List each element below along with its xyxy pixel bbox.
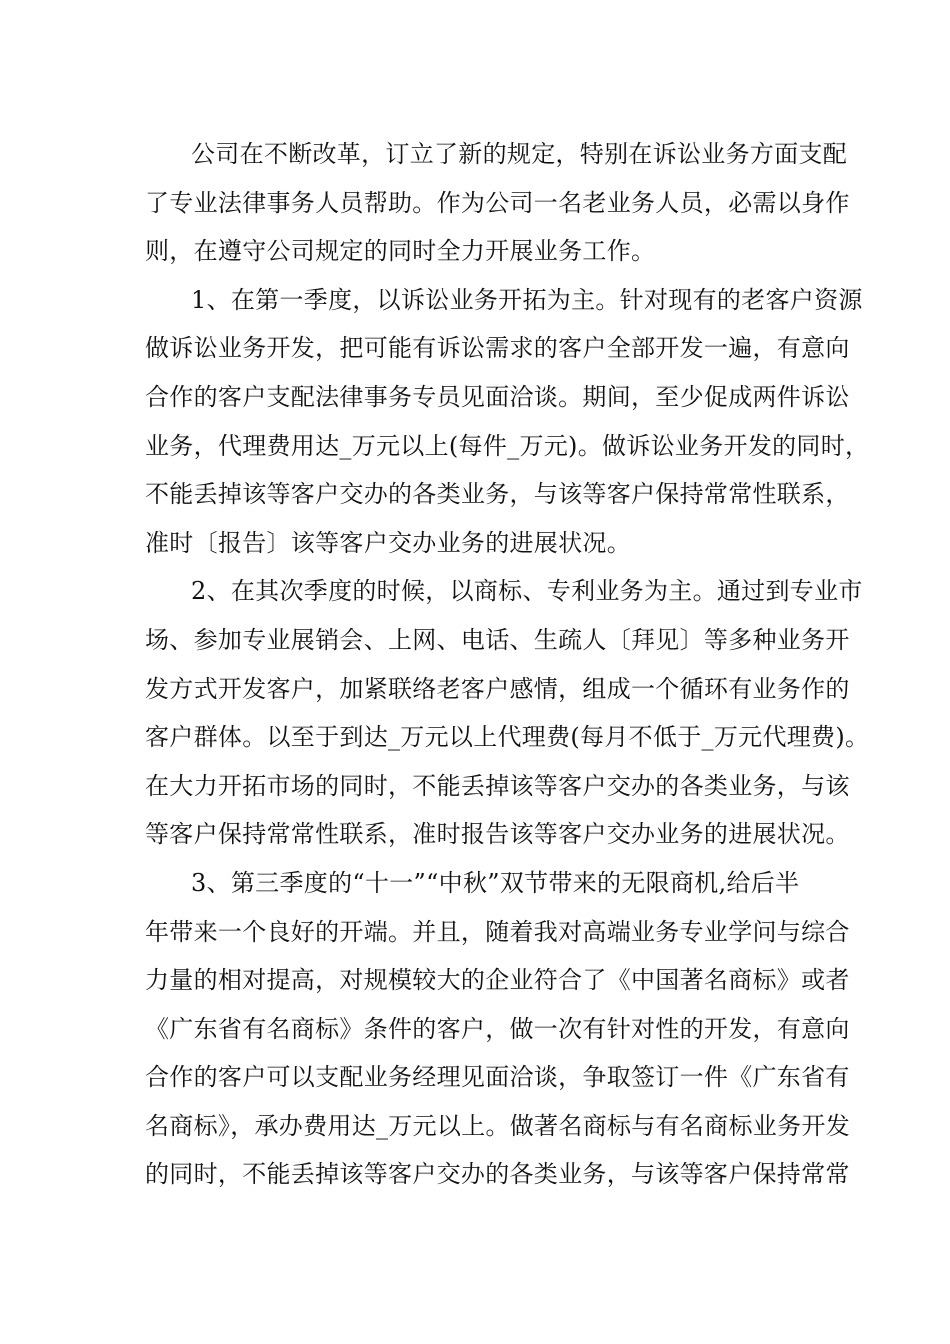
paragraph-q1 [145,276,870,568]
paragraph-line: 力量的相对提高，对规模较大的企业符合了《中国著名商标》或者 [145,966,850,995]
paragraph-line: 名商标》，承办费用达_万元以上。做著名商标与有名商标业务开发 [145,1111,850,1140]
paragraph-line: 则，在遵守公司规定的同时全力开展业务工作。 [145,237,656,266]
paragraph-line: 业务，代理费用达_万元以上(每件_万元)。做诉讼业务开发的同时， [145,431,870,460]
paragraph-line: 2、在其次季度的时候，以商标、专利业务为主。通过到专业市 [191,577,863,606]
paragraph-line: 场、参加专业展销会、上网、电话、生疏人〔拜见〕等多种业务开 [145,625,850,654]
paragraph-q3 [145,859,850,1199]
paragraph-line: 的同时，不能丢掉该等客户交办的各类业务，与该等客户保持常常 [145,1160,850,1189]
paragraph-line: 客户群体。以至于到达_万元以上代理费(每月不低于_万元代理费)。 [145,723,870,752]
paragraph-line: 了专业法律事务人员帮助。作为公司一名老业务人员，必需以身作 [145,188,850,217]
paragraph-line: 年带来一个良好的开端。并且，随着我对高端业务专业学问与综合 [145,917,850,946]
paragraph-line: 合作的客户支配法律事务专员见面洽谈。期间，至少促成两件诉讼 [145,382,850,411]
paragraph-line: 合作的客户可以支配业务经理见面洽谈，争取签订一件《广东省有 [145,1063,850,1092]
paragraph-line: 1、在第一季度，以诉讼业务开拓为主。针对现有的老客户资源 [191,285,863,314]
paragraph-line: 《广东省有名商标》条件的客户，做一次有针对性的开发，有意向 [145,1014,850,1043]
document-body [145,130,870,1199]
paragraph-line: 准时〔报告〕该等客户交办业务的进展状况。 [145,528,631,557]
paragraph-line: 发方式开发客户，加紧联络老客户感情，组成一个循环有业务作的 [145,674,850,703]
paragraph-q2 [145,567,870,859]
paragraph-line: 公司在不断改革，订立了新的规定，特别在诉讼业务方面支配 [191,140,848,168]
paragraph-line: 在大力开拓市场的同时，不能丢掉该等客户交办的各类业务，与该 [145,771,850,800]
paragraph-line: 做诉讼业务开发，把可能有诉讼需求的客户全部开发一遍，有意向 [145,334,850,363]
paragraph-line: 3、第三季度的“十一”“中秋”双节带来的无限商机,给后半 [191,868,800,897]
paragraph-line: 不能丢掉该等客户交办的各类业务，与该等客户保持常常性联系， [145,480,850,509]
paragraph-line: 等客户保持常常性联系，准时报告该等客户交办业务的进展状况。 [145,820,850,849]
paragraph-intro [145,130,850,276]
